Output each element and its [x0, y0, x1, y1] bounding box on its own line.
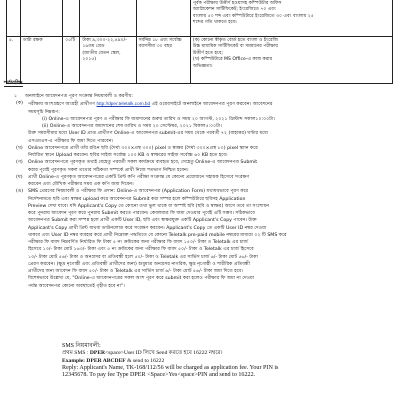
- sub-item-number: (খ): [16, 145, 23, 151]
- sub-item-number: (গ): [16, 160, 23, 166]
- conditions-list: [14, 93, 396, 290]
- sub-item-number: (ঙ): [16, 189, 24, 195]
- table-cell: [80, 0, 136, 37]
- pay-scale-line: (জাতীয় বেতন স্কেল, ২০১৫): [82, 50, 121, 63]
- qualification-line: অ্যাপ্লিকেশন সার্টিফিকেট; ইংরেজিতে ৭০ এবং: [192, 7, 276, 13]
- qualification-cell: [190, 0, 392, 37]
- sub-item-line: বিশেষভাবে উল্লেখ্য যে, "Online-এ আবেদনপত্রের সকল অংশ পূরণ করে submit করা হলেও পরীক্ষার ফি জমা না দেওয়া: [28, 276, 255, 282]
- sms-title: SMS নিয়মাবলী:: [62, 343, 101, 349]
- sub-item-line: প্রেরণ করবেন। (ক্ষুদ্র নৃগোষ্ঠী এবং প্রতিবন্ধী প্রার্থীদের জন্য) শুধুমাত্র অনগ্রসর নাগরিক, ক্ষুদ্র নৃগোষ্ঠী ও শারীরিক প্রতিবন্ধী: [28, 261, 250, 267]
- qualification-line: উত্তীর্ণ হতে হবে;: [192, 50, 223, 56]
- sub-item-line: Online আবেদনপত্রে পূরণকৃত তথ্যই যেহেতু পরবর্তী সকল কার্যক্রমে ব্যবহৃত হবে, সেহেতু Online-এ আবেদনপত্র Submit: [28, 160, 258, 166]
- sub-item-line: প্রার্থী Online-এ পূরণকৃত আবেদনপত্রের একটি প্রিন্ট কপি পরীক্ষা সংক্রান্ত যে কোনো প্রয়োজনে সহায়ক হিসেবে সংরক্ষণ: [28, 174, 250, 180]
- table-cell: [7, 0, 21, 37]
- sub-item-line: সময়সূচি নিম্নরূপ:: [28, 109, 60, 115]
- sms-example-command: DPER ABCDEF: [86, 357, 126, 364]
- qualification-line: অভিজ্ঞতা।: [192, 63, 213, 69]
- quantity-cell: ০৫টি: [63, 37, 80, 84]
- pay-scale-cell: [80, 37, 136, 84]
- sub-item-line: করে পুনরায় আবেদন পূরণ করে পুনরায় Submit করতে পারবেন। কেবলমাত্র ফি জমা দেওয়ার পূর্বেই এটি সম্ভব। সঠিকভাবে: [28, 211, 255, 216]
- age-line: বয়সসীমা ৩০ বছর: [138, 44, 172, 50]
- sms-reply-line: Reply: Applicant's Name, TK-168/112/56 will be charged as application fee. Your PIN is: [62, 365, 279, 371]
- sub-item-line: করবেন এবং মৌখিক পরীক্ষার সময় এক কপি জমা দিবেন।: [28, 182, 134, 187]
- sub-item-gha: [14, 174, 396, 189]
- sms-instructions: [62, 343, 392, 379]
- post-table: [6, 0, 393, 84]
- sub-item-ga: [14, 159, 396, 174]
- sub-item-line: এসএমএস-এ পরীক্ষার ফি জমা দিতে পারবেন।: [28, 138, 114, 144]
- sub-item-line: ১৩/- টাকা মোট ৫৬/- টাকা ও অনগ্রসর বা প্রতিবন্ধী হলে ৫০/- টাকা ও Teletalk এর সার্ভিস চার্জ ৬/- টাকা মোট ৫৬/- টাকা: [28, 254, 258, 260]
- serial-cell: ৫.: [7, 37, 21, 84]
- post-name-cell: ডাটা রক্ষক: [21, 37, 63, 84]
- qualification-line: (খ) কম্পিউটারে MS Office-এ কাজ করার: [192, 57, 273, 63]
- table-cell: [136, 0, 190, 37]
- sub-item-line: প্রার্থীদের জন্য আবেদন ফি বাবদ ৫০/- টাকা ও Teletalk এর সার্ভিস চার্জ ৬/- টাকা মোট ৫৬/- টাকা জমা দিতে হবে।: [28, 269, 243, 274]
- qualification-line: উচ্চ মাধ্যমিক সার্টিফিকেট বা সমমানের পরীক্ষায়: [192, 44, 278, 50]
- sms-first-rest: <space>User ID: [105, 350, 142, 356]
- sub-item-text: এই ওয়েবসাইটে অনলাইনে আবেদনপত্র পূরণ করবেন। আবেদনের: [151, 102, 273, 108]
- sub-item-line: আবেদনপত্র Submit করা সম্পন্ন হলে প্রার্থী একটি User ID, ছবি এবং স্বাক্ষরযুক্ত একটি Applicant's Copy পাবেন। উক্ত: [28, 218, 257, 224]
- sub-item-line: Applicant's Copy প্রার্থী প্রিন্ট অথবা ডাউনলোড করে সংরক্ষণ করবেন। Applicant's Copy তে একটি User ID নম্বর দেওয়া: [28, 225, 267, 231]
- sub-item-ka: [14, 100, 396, 145]
- sub-item-line: পর্যন্ত আবেদনপত্র কোনো অবস্থাতেই গৃহীত হবে না"।: [28, 283, 125, 289]
- website-link[interactable]: http://dper.teletalk.com.bd: [96, 101, 151, 107]
- sms-example-label: Example:: [62, 357, 87, 364]
- sub-item-line: Preview দেখা যাবে। যদি Applicant's Copy তে কোনো তথ্য ভুল থাকে বা অস্পষ্ট ছবি (ছবি ও স্বাক্ষর) আসে তবে তা সংশোধন: [28, 203, 270, 209]
- sms-first-command: DPER: [89, 350, 106, 356]
- sub-item-text: পরীক্ষায় অংশগ্রহণে আগ্রহী প্রার্থীগণ: [28, 102, 95, 108]
- schedule-line-ii: (ii) Online-এ আবেদনপত্র জমাদানের শেষ তারিখ ও সময় ২০ সেপ্টেম্বর, ২০২১ বিকাল৫:০০টা।: [42, 124, 222, 129]
- sub-item-line: থাকবে এবং User ID নম্বর ব্যবহার করে প্রার্থী নিম্নোক্ত পদ্ধতিতে যে কোনো Teletalk pre-paid mobile নম্বরের মাধ্যমে ০২ টি SMS করে: [28, 232, 287, 238]
- table-cell: [63, 0, 80, 37]
- item-text: অনলাইনে আবেদনপত্র পূরণ সংক্রান্ত নিয়মাবলী ও করণীয়:: [25, 94, 133, 99]
- sub-item-line: করার পূর্বেই পূরণকৃত সকল তথ্যের সঠিকতা সম্পর্কে প্রার্থী নিজে শতভাগ নিশ্চিত হবেন।: [28, 167, 189, 173]
- sub-item-kha: [14, 145, 396, 160]
- sms-first-label: প্রথম SMS :: [62, 350, 90, 356]
- sub-item-line: নির্ধারিত স্থানে Upload করবেন। ছবির সাইজ সর্বোচ্চ ১০০ KB ও স্বাক্ষরের সাইজ সর্বোচ্চ ৬০ KB হতে হবে।: [28, 153, 228, 158]
- item-number: ১: [14, 94, 18, 99]
- schedule-line-i: (i) Online-এ আবেদনপত্র পূরণ ও পরীক্ষার ফি জমাদানের শুরুর তারিখ ও সময় ২০ আগস্ট, ২০২১ খ্রিস্টাব্দ সকাল১০:০০টা।: [42, 116, 275, 122]
- sub-item-line: [28, 100, 396, 108]
- pay-scale-line: ১৬তম গ্রেড: [82, 44, 105, 50]
- sub-item-number: (ক): [16, 101, 23, 107]
- sub-item-number: (ঘ): [16, 174, 23, 180]
- age-cell: [136, 37, 190, 84]
- table-row-cut: [7, 0, 393, 37]
- conditions-title: শর্তাবলিঃ: [4, 80, 23, 86]
- table-cell: [21, 0, 63, 37]
- sub-item-line: Online আবেদনপত্রে প্রার্থী তাঁর রঙিন ছবি (দৈর্ঘ্য ৩০০×প্রস্থ ৩০০) pixel ও স্বাক্ষর (দৈর্ঘ্য ৩০০×প্রস্থ ৮০) pixel স্ক্যান করে: [28, 145, 258, 151]
- sub-item-line: হিসেবে ১৩/- টাকা মোট ১৬৩/- টাকা এবং ৫ নং ক্রমিকের জন্য পরীক্ষার ফি বাবদ ৫০/- টাকা ও Teletalk এর চার্জ হিসেবে: [28, 247, 254, 253]
- table-row: [7, 37, 393, 84]
- qualification-cell: [190, 37, 392, 84]
- sms-first-line: [62, 350, 392, 358]
- sub-item-line: উক্ত সময়সীমার মধ্যে User ID প্রাপ্ত প্রার্থীগণ Online-এ আবেদনপত্র submit-এর সময় থেকে পরবর্তী ৭২ (বাহাত্তর) ঘণ্টার মধ্যে: [28, 131, 269, 137]
- sub-item-line: SMS প্রেরণের নিয়মাবলী ও পরীক্ষার ফি প্রদান: Online-এ আবেদনপত্র (Application Form) যথাযথভাবে পূরণ করে: [28, 189, 249, 195]
- sms-example-tail: & send to 16222: [125, 357, 165, 364]
- age-line: সর্বনিম্ন ১৮ এবং সর্বোচ্চ: [138, 38, 182, 43]
- qualification-line: পূর্বক পরীক্ষায় উত্তীর্ণ হওয়াসহ কম্পিউটার অফিস: [192, 1, 282, 6]
- sub-item-line: নির্দেশনামতে ছবি এবং স্বাক্ষর upload করে আবেদনপত্র Submit করা সম্পন্ন হলে কম্পিউটারে ছবিসহ Application: [28, 196, 246, 202]
- sms-reply-line: 12345678. To pay fee Type DPER <Space>Yes<space>PIN and send to 16222.: [62, 371, 256, 378]
- pay-scale-line: টাকা ৯,৩০০-২২,৪৯০/-: [82, 38, 127, 43]
- sms-example-line: [62, 358, 392, 366]
- condition-item-1: [14, 93, 396, 100]
- sub-item-ng: [14, 188, 396, 290]
- qualification-line: (ক) কোনো স্বীকৃত বোর্ড হতে বাংলা ও ইংরেজি: [192, 38, 279, 43]
- qualification-line: বাংলায় ৫০ শব্দ এবং কম্পিউটারে ইংরেজিতে ৩০ এবং বাংলায় ২৫: [192, 13, 314, 19]
- qualification-line: শব্দের গতি থাকতে হবে।: [192, 20, 237, 26]
- sms-first-tail: লিখে Send করতে হবে 16222 নম্বরে।: [141, 350, 223, 356]
- sub-item-line: পরীক্ষার ফি বাবদ নিম্নবর্ণিত নির্ধারিত ফি টাকা ৫ নং ক্রমিকের জন্য পরীক্ষার ফি বাবদ ১৫০/- টাকা ও Teletalk এর চার্জ: [28, 240, 248, 245]
